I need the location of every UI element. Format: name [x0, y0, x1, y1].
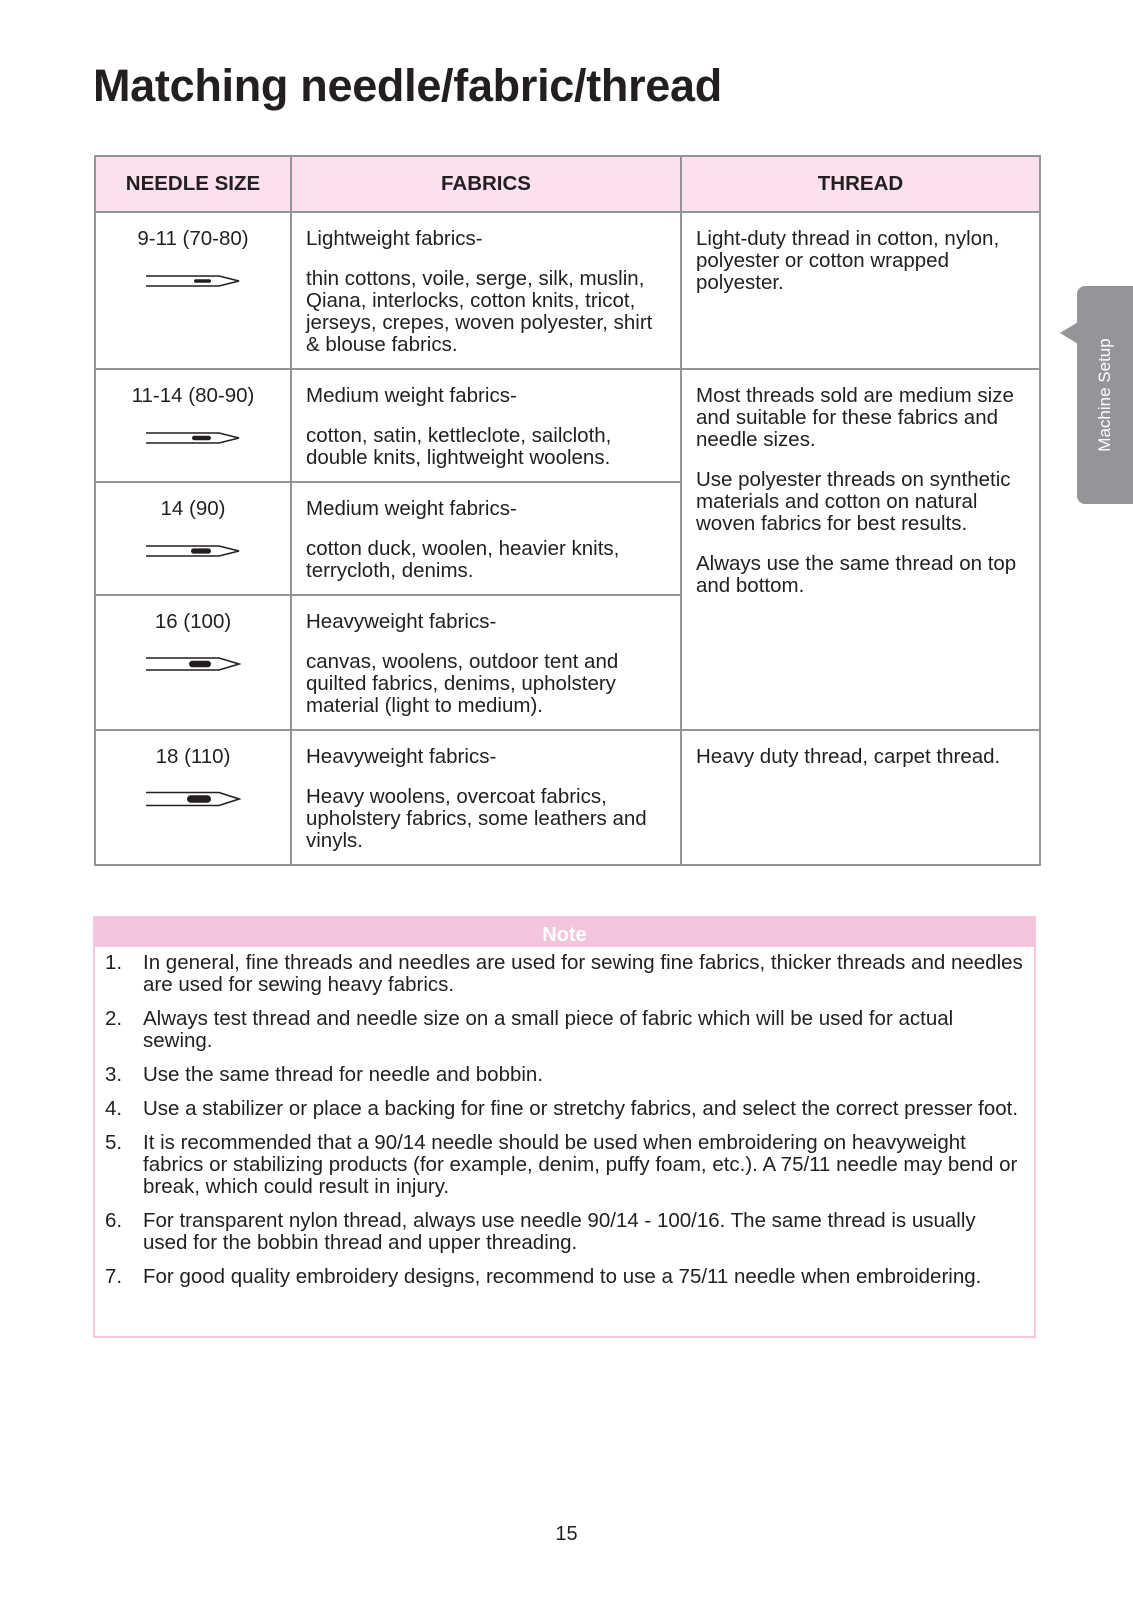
thread-text: Light-duty thread in cotton, nylon, polyester or cotton wrapped polyester. [696, 227, 1000, 294]
fabric-list: Heavy woolens, overcoat fabrics, upholstery fabrics, some leathers and vinyls. [306, 785, 647, 852]
needle-size-label: 18 (110) [155, 745, 231, 768]
fabric-list: cotton duck, woolen, heavier knits, terrycloth, denims. [306, 537, 620, 582]
header-needle-size: NEEDLE SIZE [95, 156, 291, 212]
fabric-weight-label: Heavyweight fabrics- [306, 745, 497, 768]
thread-text: Always use the same thread on top and bottom. [696, 552, 1017, 597]
fabric-weight-label: Medium weight fabrics- [306, 384, 517, 407]
thread-text: Use polyester threads on synthetic materials and cotton on natural woven fabrics for best results. [696, 468, 1011, 535]
note-item [105, 1008, 1024, 1052]
table-row [95, 730, 1040, 865]
fabrics-cell [291, 482, 681, 595]
note-item [105, 952, 1024, 996]
note-item [105, 1266, 1024, 1288]
thread-cell [681, 212, 1040, 369]
needle-icon [145, 428, 241, 448]
note-text: Always test thread and needle size on a small piece of fabric which will be used for actual sewing. [143, 1007, 954, 1052]
thread-cell [681, 369, 1040, 730]
side-tab-label: Machine Setup [1095, 338, 1114, 452]
needle-size-cell [95, 595, 291, 730]
fabric-list: canvas, woolens, outdoor tent and quilted fabrics, denims, upholstery material (light to medium). [306, 650, 619, 717]
note-number: 4. [105, 1097, 123, 1120]
note-text: In general, fine threads and needles are used for sewing fine fabrics, thicker threads and needles are used for sewing heavy fabrics. [143, 951, 1023, 996]
note-text: It is recommended that a 90/14 needle should be used when embroidering on heavyweight fabrics or stabilizing products (for example, denim, puffy foam, etc.). A 75/11 needle may bend or break, which could result in injury. [143, 1131, 1018, 1198]
note-number: 3. [105, 1063, 123, 1086]
needle-size-cell [95, 212, 291, 369]
table-header-row [95, 156, 1040, 212]
note-item [105, 1064, 1024, 1086]
page-title: Matching needle/fabric/thread [93, 60, 722, 111]
note-text: For transparent nylon thread, always use needle 90/14 - 100/16. The same thread is usually used for the bobbin thread and upper threading. [143, 1209, 976, 1254]
note-number: 7. [105, 1265, 123, 1288]
fabrics-cell [291, 595, 681, 730]
note-text: Use the same thread for needle and bobbin. [143, 1063, 544, 1086]
note-item [105, 1210, 1024, 1254]
needle-size-cell [95, 369, 291, 482]
needle-fabric-thread-table [94, 155, 1041, 866]
header-thread: THREAD [681, 156, 1040, 212]
needle-size-label: 11-14 (80-90) [131, 384, 255, 407]
needle-icon [145, 271, 241, 291]
needle-size-label: 16 (100) [154, 610, 232, 633]
needle-icon [145, 654, 241, 674]
note-title: Note [95, 918, 1034, 947]
fabric-weight-label: Heavyweight fabrics- [306, 610, 497, 633]
fabrics-cell [291, 730, 681, 865]
note-text: Use a stabilizer or place a backing for fine or stretchy fabrics, and select the correct presser foot. [143, 1097, 1019, 1120]
header-fabrics: FABRICS [291, 156, 681, 212]
needle-icon [145, 541, 241, 561]
table-row [95, 369, 1040, 482]
page-number: 15 [555, 1523, 578, 1545]
needle-size-cell [95, 730, 291, 865]
note-number: 1. [105, 951, 123, 974]
needle-size-label: 14 (90) [160, 497, 226, 520]
thread-text: Most threads sold are medium size and suitable for these fabrics and needle sizes. [696, 384, 1014, 451]
fabric-weight-label: Medium weight fabrics- [306, 497, 517, 520]
note-list [95, 947, 1034, 1288]
fabric-weight-label: Lightweight fabrics- [306, 227, 483, 250]
note-number: 2. [105, 1007, 123, 1030]
needle-icon [145, 789, 241, 809]
note-number: 6. [105, 1209, 123, 1232]
note-number: 5. [105, 1131, 123, 1154]
note-item [105, 1132, 1024, 1198]
thread-text: Heavy duty thread, carpet thread. [696, 745, 1001, 768]
note-item [105, 1098, 1024, 1120]
table-row [95, 212, 1040, 369]
needle-size-cell [95, 482, 291, 595]
thread-cell [681, 730, 1040, 865]
needle-size-label: 9-11 (70-80) [137, 227, 249, 250]
note-box [93, 916, 1036, 1338]
fabric-list: thin cottons, voile, serge, silk, muslin, Qiana, interlocks, cotton knits, tricot, jerseys, crepes, woven polyester, shirt & blouse fabrics. [306, 267, 653, 356]
side-tab-pointer [1060, 322, 1078, 344]
fabrics-cell [291, 212, 681, 369]
note-text: For good quality embroidery designs, recommend to use a 75/11 needle when embroidering. [143, 1265, 982, 1288]
fabric-list: cotton, satin, kettleclote, sailcloth, double knits, lightweight woolens. [306, 424, 612, 469]
fabrics-cell [291, 369, 681, 482]
